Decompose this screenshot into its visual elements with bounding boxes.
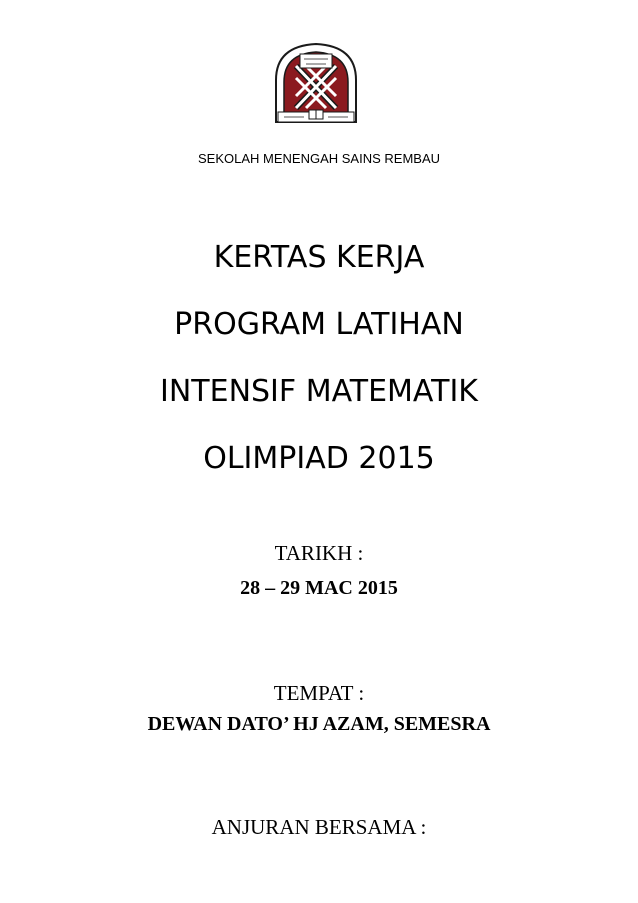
- title-line: PROGRAM LATIHAN: [174, 307, 464, 342]
- venue-value: DEWAN DATO’ HJ AZAM, SEMESRA: [147, 713, 491, 735]
- document-title: [0, 238, 638, 506]
- title-line: INTENSIF MATEMATIK: [160, 374, 478, 409]
- school-name: SEKOLAH MENENGAH SAINS REMBAU: [198, 151, 440, 166]
- organizer-label: ANJURAN BERSAMA :: [211, 815, 427, 839]
- title-line: OLIMPIAD 2015: [203, 441, 435, 476]
- date-label: TARIKH :: [274, 541, 364, 565]
- title-line: KERTAS KERJA: [213, 240, 425, 275]
- venue-label: TEMPAT :: [273, 681, 365, 705]
- date-value: 28 – 29 MAC 2015: [240, 577, 398, 599]
- school-crest-icon: [266, 42, 366, 128]
